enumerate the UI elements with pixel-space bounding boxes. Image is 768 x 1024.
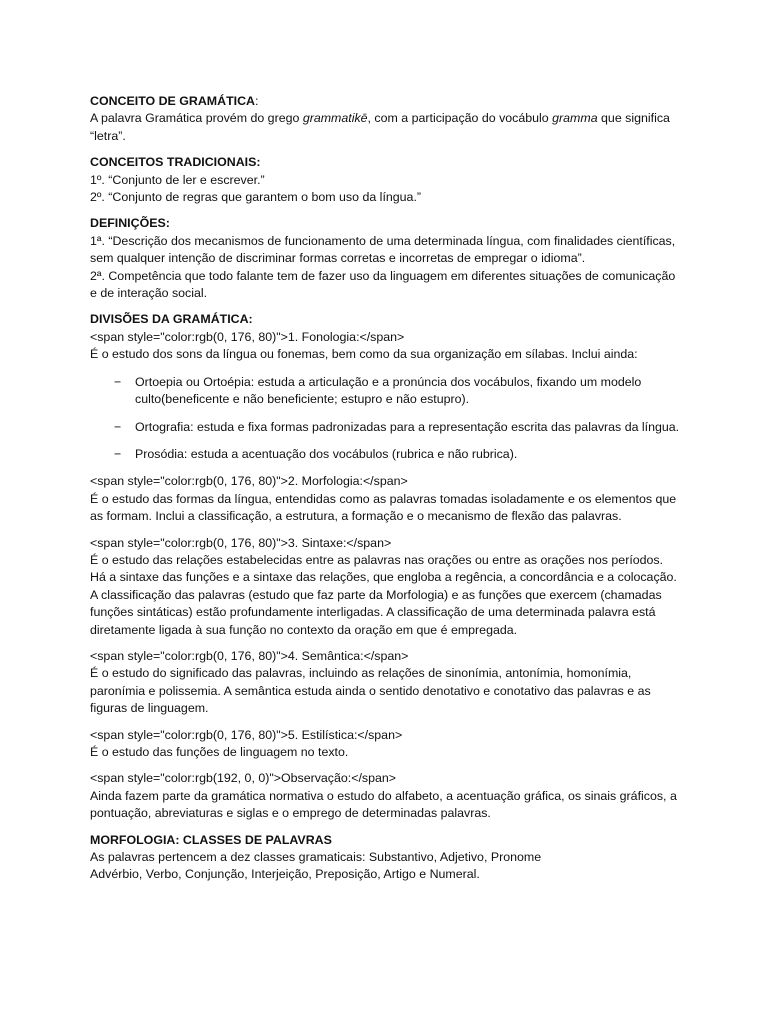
paragraph: É o estudo das formas da língua, entendidas como as palavras tomadas isoladamente e os elementos que as formam. Inclui a classificação, a estrutura, a formação e o mecanismo de flexão das palavras. bbox=[90, 491, 677, 524]
section-morfologia bbox=[90, 473, 680, 525]
section-heading: CONCEITOS TRADICIONAIS: bbox=[90, 155, 261, 170]
section-divisoes-fonologia bbox=[90, 311, 680, 463]
list-item bbox=[90, 374, 680, 409]
section-tradicionais bbox=[90, 154, 680, 206]
paragraph bbox=[90, 110, 680, 145]
paragraph: É o estudo dos sons da língua ou fonemas, bem como da sua organização em sílabas. Inclui ainda: bbox=[90, 347, 638, 362]
list-item bbox=[90, 446, 680, 463]
section-sintaxe bbox=[90, 535, 680, 639]
italic-term: gramma bbox=[552, 111, 598, 126]
paragraph: É o estudo do significado das palavras, incluindo as relações de sinonímia, antonímia, homonímia, paronímia e polissemia. A semântica estuda ainda o sentido denotativo e conotativo das palavras e as figuras de linguagem. bbox=[90, 666, 651, 716]
subsection-title: <span style="color:rgb(0, 176, 80)">1. Fonologia:</span> bbox=[90, 329, 405, 344]
list-item-text: Ortoepia ou Ortoépia: estuda a articulação e a pronúncia dos vocábulos, fixando um modelo culto(beneficente e não beneficiente; estupro e não estupro). bbox=[135, 374, 642, 407]
paragraph: Ainda fazem parte da gramática normativa o estudo do alfabeto, a acentuação gráfica, os sinais gráficos, a pontuação, abreviaturas e siglas e o emprego de determinadas palavras. bbox=[90, 788, 677, 821]
dash-bullet: − bbox=[114, 446, 122, 461]
paragraph: É o estudo das funções de linguagem no texto. bbox=[90, 745, 349, 759]
subsection-title: <span style="color:rgb(192, 0, 0)">Observação:</span> bbox=[90, 771, 397, 786]
list-item bbox=[90, 419, 680, 436]
section-heading bbox=[90, 93, 680, 110]
paragraph: 1º. “Conjunto de ler e escrever.” bbox=[90, 172, 265, 187]
dash-bullet: − bbox=[114, 419, 122, 434]
section-observacao bbox=[90, 770, 680, 822]
list-item-text: Ortografia: estuda e fixa formas padronizadas para a representação escrita das palavras da língua. bbox=[135, 419, 680, 434]
paragraph: É o estudo das relações estabelecidas entre as palavras nas orações ou entre as orações nos períodos. Há a sintaxe das funções e a sintaxe das relações, que engloba a regência, a concordância e a colocação. A classificação das palavras (estudo que faz parte da Morfologia) e as funções que exercem (chamadas funções sintáticas) estão profundamente interligadas. A classificação de uma determinada palavra está diretamente ligada à sua função no contexto da oração em que é empregada. bbox=[90, 552, 677, 637]
list-item-text: Prosódia: estuda a acentuação dos vocábulos (rubrica e não rubrica). bbox=[135, 446, 518, 461]
paragraph-line: As palavras pertencem a dez classes gramaticais: Substantivo, Adjetivo, Pronome bbox=[90, 850, 542, 865]
text-run: , com a participação do vocábulo bbox=[367, 111, 553, 126]
heading-colon: : bbox=[254, 94, 259, 108]
heading-text: CONCEITO DE GRAMÁTICA bbox=[90, 94, 255, 108]
section-heading: DIVISÕES DA GRAMÁTICA: bbox=[90, 312, 253, 327]
section-conceito bbox=[90, 93, 680, 145]
paragraph: 1ª. “Descrição dos mecanismos de funcionamento de uma determinada língua, com finalidades científicas, sem qualquer intenção de discriminar formas corretas e incorretas de empregar o idioma”. bbox=[90, 233, 676, 266]
section-definicoes bbox=[90, 215, 680, 302]
subsection-title: <span style="color:rgb(0, 176, 80)">2. Morfologia:</span> bbox=[90, 474, 408, 489]
paragraph-line: Advérbio, Verbo, Conjunção, Interjeição, Preposição, Artigo e Numeral. bbox=[90, 867, 480, 882]
section-semantica bbox=[90, 648, 680, 718]
section-estilistica bbox=[90, 727, 680, 762]
italic-term: grammatikē bbox=[302, 111, 368, 126]
section-heading: MORFOLOGIA: CLASSES DE PALAVRAS bbox=[90, 832, 332, 847]
text-run: A palavra Gramática provém do grego bbox=[90, 111, 303, 126]
subsection-title: <span style="color:rgb(0, 176, 80)">4. Semântica:</span> bbox=[90, 648, 409, 663]
subsection-title: <span style="color:rgb(0, 176, 80)">5. Estilística:</span> bbox=[90, 727, 403, 742]
subsection-title: <span style="color:rgb(0, 176, 80)">3. Sintaxe:</span> bbox=[90, 535, 392, 550]
dash-list bbox=[90, 374, 680, 464]
section-heading: DEFINIÇÕES: bbox=[90, 216, 170, 231]
dash-bullet: − bbox=[114, 374, 122, 389]
text-run: que significa “letra”. bbox=[90, 111, 670, 143]
paragraph: 2º. “Conjunto de regras que garantem o bom uso da língua.” bbox=[90, 190, 422, 205]
paragraph: 2ª. Competência que todo falante tem de fazer uso da linguagem em diferentes situações de comunicação e de interação social. bbox=[90, 268, 676, 301]
document-page bbox=[90, 93, 680, 893]
section-morfologia-classes bbox=[90, 832, 680, 884]
